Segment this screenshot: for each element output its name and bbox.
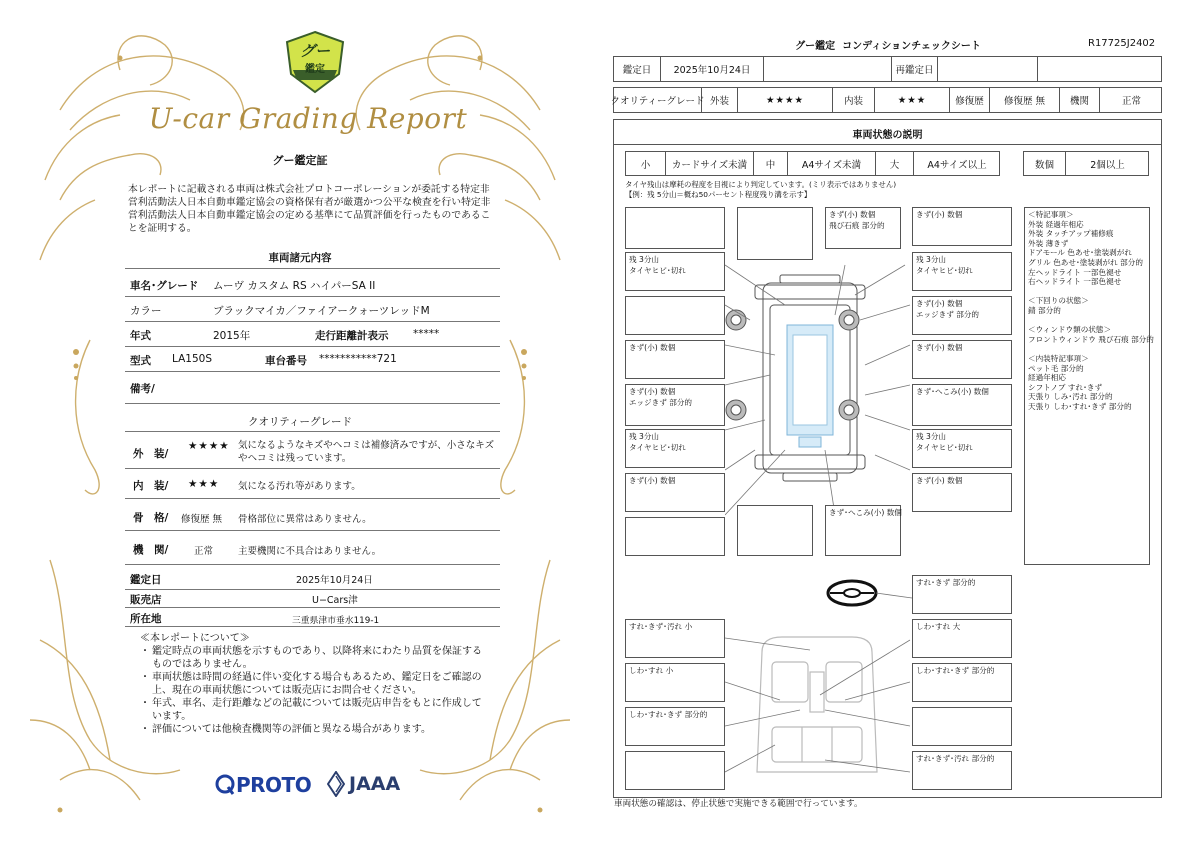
exterior-stars: ★★★★ [738, 88, 833, 112]
divider [125, 403, 500, 404]
damage-box: きず(小) 数個 [625, 340, 725, 379]
note-line: 外装 タッチアップ補修痕 [1028, 229, 1114, 239]
blank-cell [764, 57, 892, 81]
interior-box [625, 751, 725, 790]
damage-box: 残 3分山 タイヤヒビ･切れ [625, 252, 725, 291]
damage-box: きず(小) 数個 エッジきず 部分的 [912, 296, 1012, 335]
note-line: ＜内装特記事項＞ [1028, 353, 1089, 363]
redate-value [938, 57, 1038, 81]
damage-box: きず(小) 数個 [912, 473, 1012, 512]
engine-label: 機関 [1060, 88, 1100, 112]
interior-label: 内装 [833, 88, 875, 112]
section-divider [613, 144, 1162, 145]
model-label: 車名･グレード [130, 280, 199, 292]
legend-count-desc: 2個以上 [1090, 159, 1125, 171]
interior-label: 内 装/ [133, 480, 169, 492]
steering-leader [876, 590, 916, 600]
note-line [1028, 316, 1146, 326]
jaaa-mark-icon [327, 771, 345, 797]
divider [125, 346, 500, 347]
chassis-value: ***********721 [319, 353, 397, 365]
address-value: 三重県津市垂水119-1 [292, 616, 380, 626]
divider [125, 296, 500, 297]
legend-medium: 中 [754, 152, 788, 175]
script-title: U-car Grading Report [148, 102, 468, 135]
engine-value: 正常 [194, 546, 214, 557]
divider [125, 564, 500, 565]
interior-box: すれ･きず･汚れ 小 [625, 619, 725, 658]
model-value: ムーヴ カスタム RS ハイパーSA II [213, 280, 376, 292]
note-line: 右ヘッドライト 一部色褪せ [1028, 277, 1122, 287]
steering-wheel-icon [826, 578, 878, 608]
special-notes-box [1024, 207, 1154, 565]
notes-list [140, 645, 490, 736]
color-label: カラー [130, 305, 162, 317]
interior-desc: 気になる汚れ等があります。 [238, 481, 361, 492]
note-line: フロントウィンドウ 飛び石痕 部分的 [1028, 334, 1154, 344]
note-item: ・ 車両状態は時間の経過に伴い変化する場合もあるため、鑑定日をご確認の上、現在の車両状態については販売店にお問合せください。 [140, 671, 490, 697]
engine-label: 機 関/ [133, 544, 169, 556]
frame-label: 骨 格/ [133, 512, 169, 524]
year-value: 2015年 [213, 330, 251, 342]
note-line: ペット毛 部分的 [1028, 363, 1084, 373]
engine-value: 正常 [1121, 96, 1141, 107]
redate-label: 再鑑定日 [892, 57, 938, 81]
exterior-label: 外装 [702, 88, 738, 112]
chassis-label: 車台番号 [265, 355, 307, 367]
damage-box: きず･へこみ(小) 数個 [912, 384, 1012, 426]
blank-cell [1038, 57, 1163, 81]
repair-label: 修復歴 [950, 88, 990, 112]
damage-box [625, 517, 725, 556]
note-line: 外装 経過年相応 [1028, 219, 1084, 229]
proto-logo [215, 772, 311, 798]
note-line: 外装 薄きず [1028, 238, 1069, 248]
jaaa-logo [327, 770, 400, 798]
divider [125, 431, 500, 432]
appraisal-date-label: 鑑定日 [130, 574, 162, 586]
quality-row [610, 87, 1162, 113]
damage-box: きず(小) 数個 [625, 473, 725, 512]
interior-box: しわ･すれ･きず 部分的 [912, 663, 1012, 702]
note-line: ドアモール 色あせ･塗装剥がれ [1028, 248, 1132, 258]
date-row [613, 56, 1162, 82]
frame-desc: 骨格部位に異常はありません。 [238, 514, 372, 525]
interior-box [912, 707, 1012, 746]
note-line: 天張り しみ･汚れ 部分的 [1028, 392, 1113, 402]
certificate-intro: 本レポートに記載される車両は株式会社プロトコーポレーションが委託する特定非営利活動法人日本自動車鑑定協会の資格保有者が厳選かつ公平な検査を行い特定非営利活動法人日本自動車鑑定協会の定める基準にて品質評価を行ったものであることを証明する。 [128, 184, 491, 234]
specs-heading: 車両諸元内容 [268, 252, 332, 264]
divider [125, 498, 500, 499]
note-line: 経過年相応 [1028, 373, 1066, 383]
interior-box: すれ･きず･汚れ 部分的 [912, 751, 1012, 790]
note-line: 天張り しわ･すれ･きず 部分的 [1028, 401, 1132, 411]
appraisal-date-value: 2025年10月24日 [296, 575, 373, 586]
exterior-stars: ★★★★ [188, 440, 230, 452]
divider [125, 268, 500, 269]
note-item: ・ 評価については他検査機関等の評価と異なる場合があります。 [140, 723, 490, 736]
interior-box: しわ･すれ 大 [912, 619, 1012, 658]
count-legend [1023, 151, 1149, 176]
damage-box: きず･へこみ(小) 数個 [825, 505, 901, 556]
jaaa-logo-text: JAAA [349, 773, 401, 795]
divider [125, 371, 500, 372]
damage-box [737, 505, 813, 556]
quality-label: クオリティーグレード [614, 88, 702, 112]
proto-mark-icon [215, 774, 235, 796]
interior-box: しわ･すれ･きず 部分的 [625, 707, 725, 746]
mileage-label: 走行距離計表示 [315, 330, 389, 342]
damage-box: 残 3分山 タイヤヒビ･切れ [625, 429, 725, 468]
certificate-heading: グー鑑定証 [272, 154, 328, 167]
note-line [1028, 344, 1146, 354]
exterior-label: 外 装/ [133, 448, 169, 460]
divider [125, 530, 500, 531]
damage-box: きず(小) 数個 エッジきず 部分的 [625, 384, 725, 426]
date-label: 鑑定日 [614, 57, 661, 81]
legend-large: 大 [876, 152, 914, 175]
damage-box: きず(小) 数個 [912, 340, 1012, 379]
repair-value: 修復歴 無 [990, 88, 1060, 112]
damage-box: きず(小) 数個 [912, 207, 1012, 246]
engine-desc: 主要機関に不具合はありません。 [238, 546, 382, 557]
dealer-value: U−Cars津 [312, 595, 358, 606]
damage-box [625, 207, 725, 249]
sheet-title: グー鑑定 コンディションチェックシート [795, 41, 981, 52]
damage-box: 残 3分山 タイヤヒビ･切れ [912, 252, 1012, 291]
note-line: シフトノブ すれ･きず [1028, 382, 1103, 392]
interior-stars: ★★★ [188, 478, 220, 490]
damage-box: きず(小) 数個 飛び石痕 部分的 [825, 207, 901, 249]
note-line: ＜特記事項＞ [1028, 210, 1074, 219]
legend-count: 数個 [1024, 152, 1066, 175]
tire-note-1: タイヤ残山は摩耗の程度を目視により判定しています。(ミリ表示ではありません) [625, 180, 897, 189]
badge-line2: 鑑定 [305, 64, 325, 75]
divider [125, 626, 500, 627]
proto-logo-text: PROTO [236, 773, 312, 797]
damage-box [625, 296, 725, 335]
exterior-leader-lines [725, 225, 915, 530]
note-line [1028, 287, 1146, 297]
note-line: ＜下回りの状態＞ [1028, 296, 1089, 306]
interior-box: しわ･すれ 小 [625, 663, 725, 702]
sheet-footer: 車両状態の確認は、停止状態で実施できる範囲で行っています。 [614, 799, 863, 809]
tire-note-2: 【例：残 5分山＝概ね50パーセント程度残り溝を示す】 [625, 190, 812, 199]
goo-kantei-badge [283, 30, 347, 94]
size-legend [625, 151, 1000, 176]
damage-box [737, 207, 813, 260]
remarks-label: 備考/ [130, 383, 155, 395]
note-item: ・ 鑑定時点の車両状態を示すものであり、以降将来にわたり品質を保証するものではありません。 [140, 645, 490, 671]
mileage-value: ***** [413, 328, 440, 340]
note-line: 左ヘッドライト 一部色褪せ [1028, 267, 1122, 277]
note-line: ＜ウィンドウ類の状態＞ [1028, 325, 1112, 335]
legend-small-desc: カードサイズ未満 [666, 152, 754, 175]
divider [125, 321, 500, 322]
badge-line1: グー [299, 42, 330, 60]
type-value: LA150S [172, 353, 212, 365]
interior-stars: ★★★ [875, 88, 950, 112]
note-line: グリル 色あせ･塗装剥がれ 部分的 [1028, 257, 1143, 267]
date-value: 2025年10月24日 [661, 57, 764, 81]
divider [125, 589, 500, 590]
color-value: ブラックマイカ／ファイアークォーツレッドM [213, 305, 430, 317]
condition-check-sheet [600, 0, 1200, 848]
interior-leader-lines [725, 630, 915, 780]
notes-heading: ≪本レポートについて≫ [140, 633, 250, 644]
dealer-label: 販売店 [130, 594, 162, 606]
legend-small: 小 [626, 152, 666, 175]
note-line: 錆 部分的 [1028, 305, 1061, 315]
divider [125, 607, 500, 608]
note-item: ・ 年式、車名、走行距離などの記載については販売店申告をもとに作成しています。 [140, 697, 490, 723]
interior-box: すれ･きず 部分的 [912, 575, 1012, 614]
section-title: 車両状態の説明 [852, 130, 923, 141]
frame-value: 修復歴 無 [181, 514, 223, 525]
report-id: R17725J2402 [1088, 38, 1156, 49]
year-label: 年式 [130, 330, 151, 342]
damage-box: 残 3分山 タイヤヒビ･切れ [912, 429, 1012, 468]
exterior-desc: 気になるようなキズやヘコミは補修済みですが、小さなキズやヘコミは残っています。 [238, 440, 495, 464]
legend-large-desc: A4サイズ以上 [927, 159, 987, 171]
legend-medium-desc: A4サイズ未満 [788, 152, 876, 175]
type-label: 型式 [130, 355, 151, 367]
address-label: 所在地 [130, 613, 162, 625]
quality-heading: クオリティーグレード [248, 416, 352, 428]
divider [125, 468, 500, 469]
